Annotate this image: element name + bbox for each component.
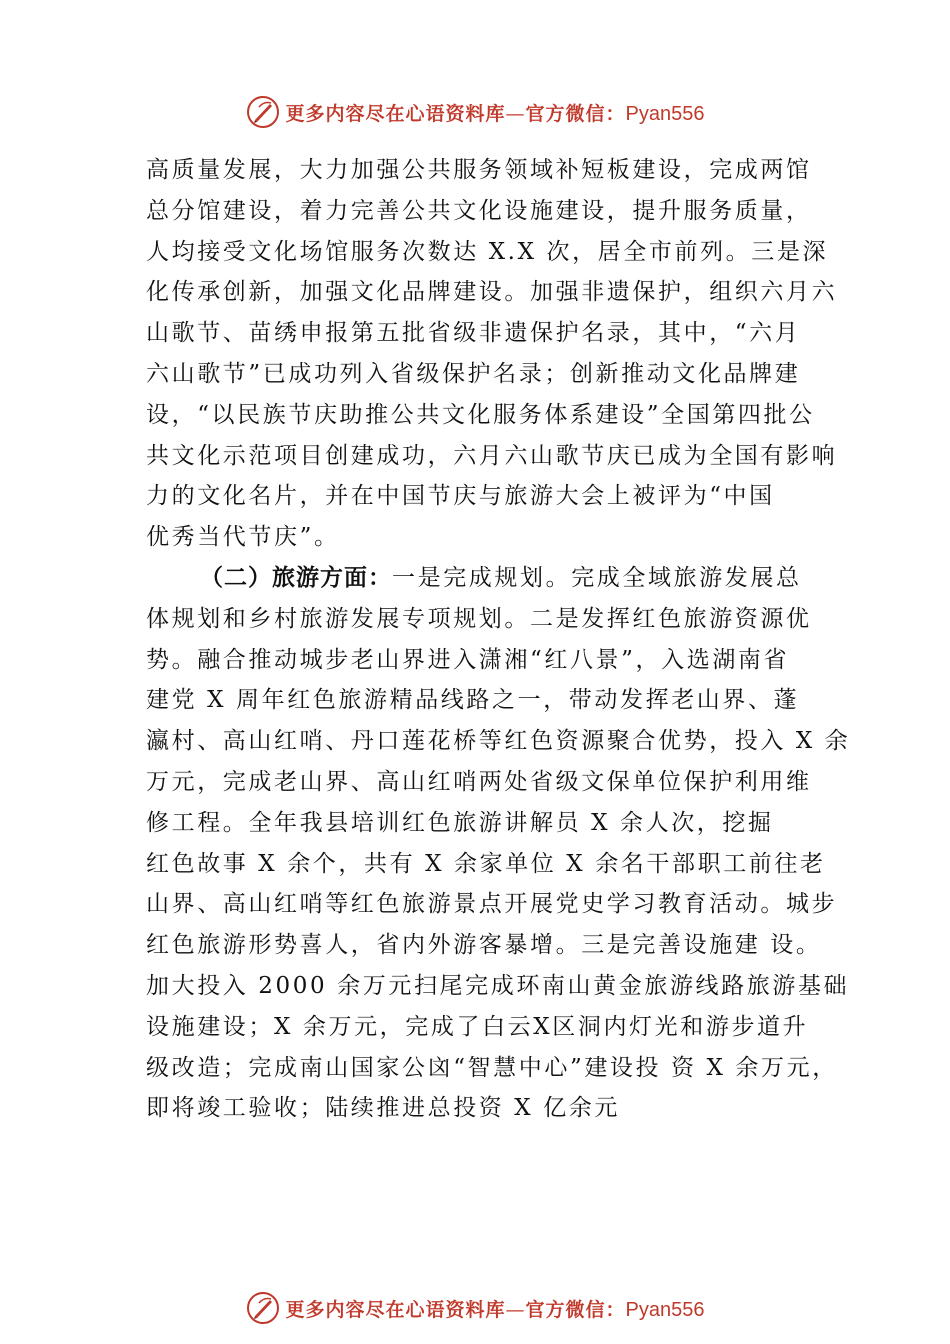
paragraph-line: 设，“以民族节庆助推公共文化服务体系建设”全国第四批公 (146, 401, 815, 428)
section-heading: （二）旅游方面： (200, 564, 392, 591)
paragraph-line: 总分馆建设，着力完善公共文化设施建设，提升服务质量， (146, 197, 812, 224)
paragraph-line: 体规划和乡村旅游发展专项规划。二是发挥红色旅游资源优 (146, 605, 812, 632)
paragraph-line: 建党 X 周年红色旅游精品线路之一，带动发挥老山界、蓬 (146, 687, 800, 714)
document-body (146, 150, 851, 1129)
watermark-text: 更多内容尽在心语资料库—官方微信：Pyan556 (285, 1298, 705, 1321)
paragraph-line: 山界、高山红哨等红色旅游景点开展党史学习教育活动。城步 (146, 891, 838, 918)
paragraph-line: 设施建设；X 余万元，完成了白云Ⅹ区洞内灯光和游步道升 (146, 1013, 809, 1040)
section-heading-text: 一是完成规划。完成全域旅游发展总 (392, 564, 802, 591)
paragraph-line: 级改造；完成南山国家公㓙“智慧中心”建设投 资 X 余万元， (146, 1054, 838, 1081)
paragraph-line: 红色旅游形势喜人，省内外游客暴增。三是完善设施建 设。 (146, 932, 822, 959)
paragraph-line: 势。融合推动城步老山界进入潇湘“红八景”，入选湖南省 (146, 646, 790, 673)
paragraph-line: 力的文化名片，并在中国节庆与旅游大会上被评为“中国 (146, 483, 775, 510)
section-heading-line (146, 558, 846, 599)
paragraph-line: 加大投入 2000 余万元扫尾完成环南山黄金旅游线路旅游基础 (146, 972, 850, 999)
paragraph-line: 修工程。全年我县培训红色旅游讲解员 X 余人次，挖掘 (146, 809, 774, 836)
paragraph-line: 化传承创新，加强文化品牌建设。加强非遗保护，组织六月六 (146, 279, 838, 306)
paragraph-line: 人均接受文化场馆服务次数达 X.X 次，居全市前列。三是深 (146, 238, 829, 265)
footer-watermark (0, 1288, 950, 1328)
paragraph-line: 瀛村、高山红哨、丹口莲花桥等红色资源聚合优势，投入 X 余 (146, 728, 851, 755)
header-watermark (0, 92, 950, 132)
pen-feather-logo-icon (246, 1291, 280, 1325)
paragraph-line: 高质量发展，大力加强公共服务领域补短板建设，完成两馆 (146, 157, 812, 183)
watermark-text: 更多内容尽在心语资料库—官方微信：Pyan556 (285, 102, 705, 125)
paragraph-line: 共文化示范项目创建成功，六月六山歌节庆已成为全国有影响 (146, 442, 838, 469)
pen-feather-logo-icon (246, 95, 280, 129)
paragraph-line: 万元，完成老山界、高山红哨两处省级文保单位保护利用维 (146, 768, 812, 795)
paragraph-line: 优秀当代节庆”。 (146, 524, 340, 551)
paragraph-line: 山歌节、苗绣申报第五批省级非遗保护名录，其中，“六月 (146, 320, 801, 347)
paragraph-line: 六山歌节”已成功列入省级保护名录；创新推动文化品牌建 (146, 360, 801, 387)
paragraph-line: 即将竣工验收；陆续推进总投资 X 亿余元 (146, 1095, 620, 1122)
paragraph-line: 红色故事 X 余个，共有 X 余家单位 X 余名干部职工前往老 (146, 850, 826, 877)
